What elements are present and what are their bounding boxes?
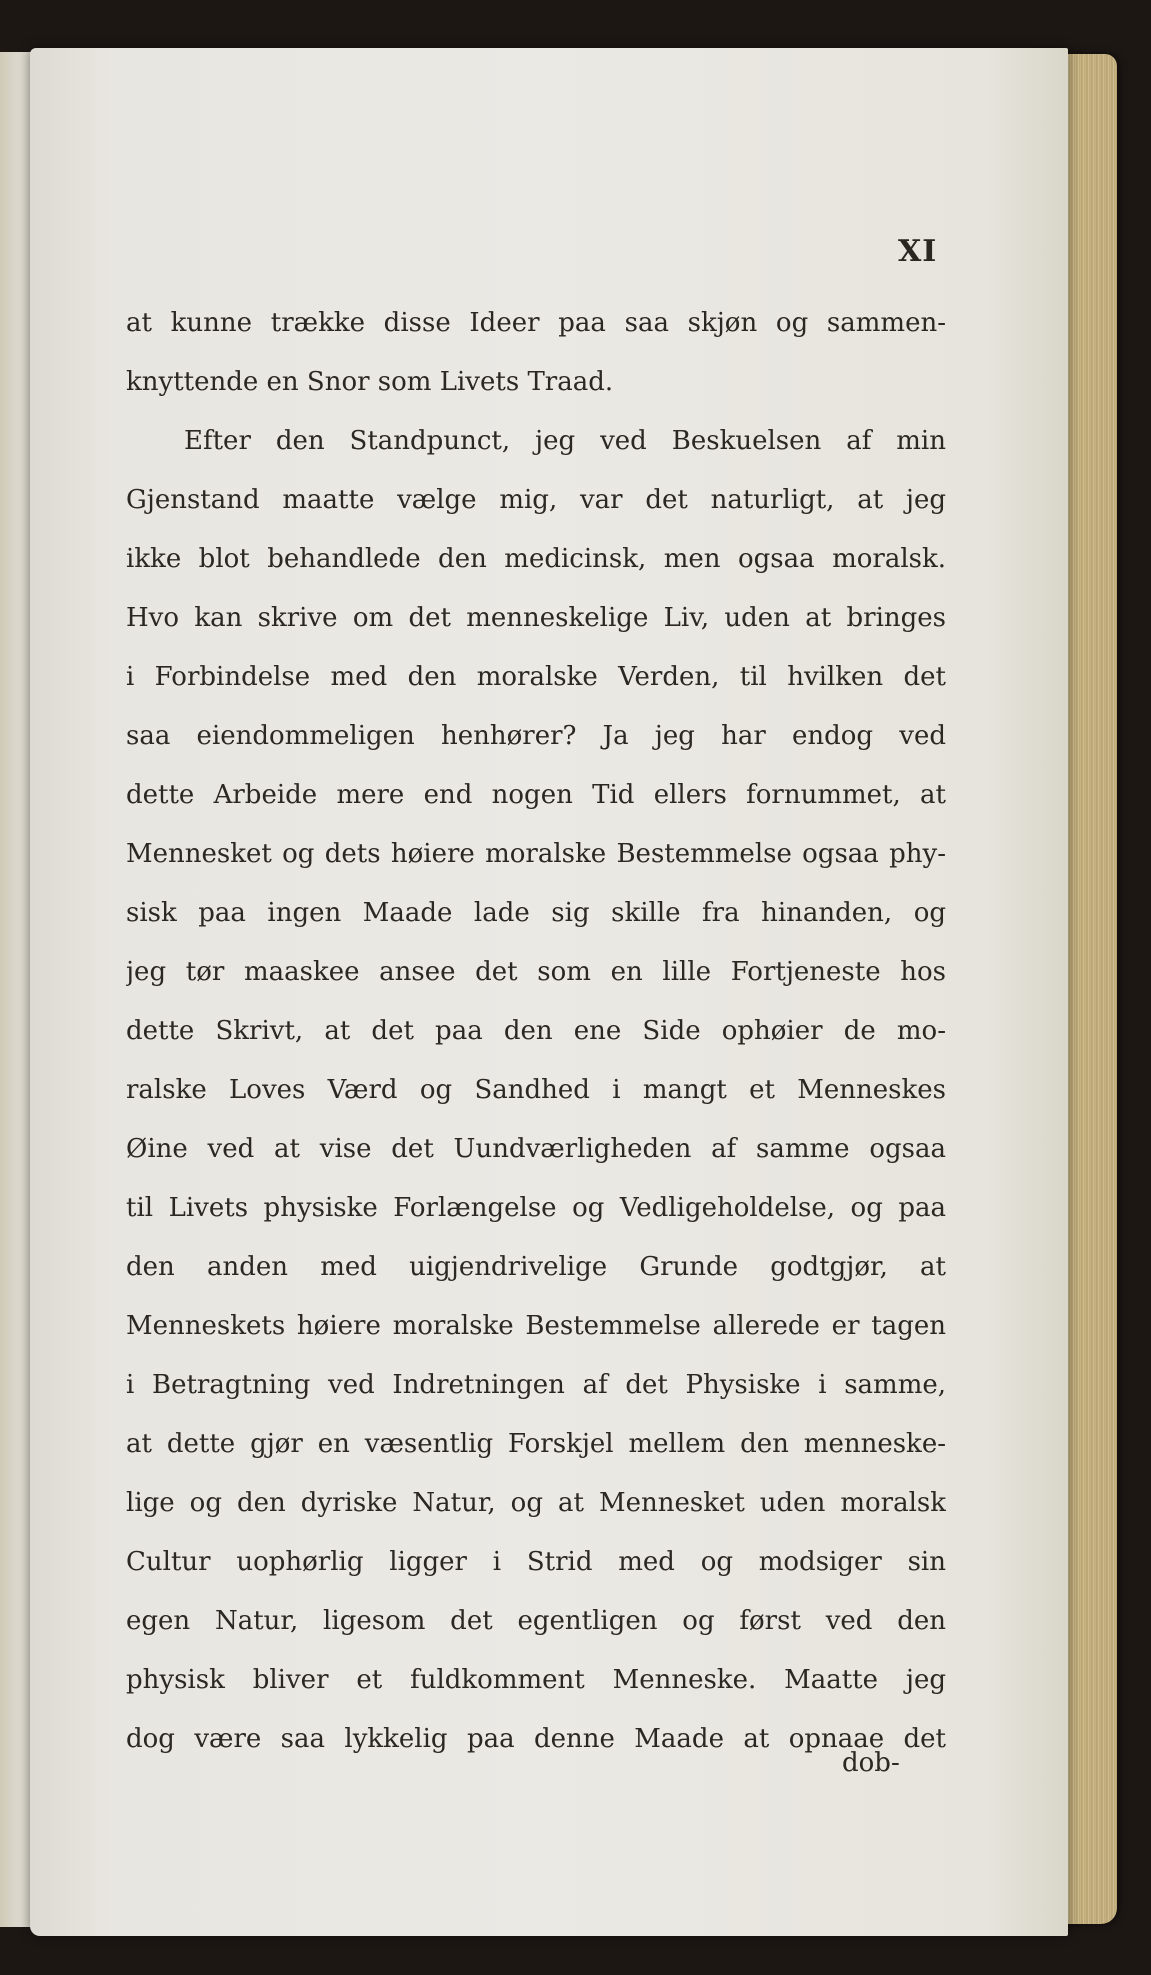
text-line: saa eiendommeligen henhører? Ja jeg har endog ved <box>126 721 946 751</box>
left-page-edge <box>0 52 34 1927</box>
text-line: dette Arbeide mere end nogen Tid ellers fornummet, at <box>126 780 946 810</box>
text-line: sisk paa ingen Maade lade sig skille fra hinanden, og <box>126 898 946 928</box>
text-line: den anden med uigjendrivelige Grunde godtgjør, at <box>126 1252 946 1282</box>
page-number: XI <box>898 234 938 269</box>
text-line: dog være saa lykkelig paa denne Maade at opnaae det <box>126 1724 946 1754</box>
catchword: dob- <box>842 1748 900 1778</box>
text-line: Menneskets høiere moralske Bestemmelse allerede er tagen <box>126 1311 946 1341</box>
text-line: Mennesket og dets høiere moralske Bestemmelse ogsaa phy- <box>126 839 946 869</box>
text-line: Cultur uophørlig ligger i Strid med og modsiger sin <box>126 1547 946 1577</box>
text-line: lige og den dyriske Natur, og at Mennesket uden moralsk <box>126 1488 946 1518</box>
text-line: dette Skrivt, at det paa den ene Side ophøier de mo- <box>126 1016 946 1046</box>
text-line: knyttende en Snor som Livets Traad. <box>126 367 614 397</box>
text-line: Øine ved at vise det Uundværligheden af samme ogsaa <box>126 1134 946 1164</box>
text-line: physisk bliver et fuldkomment Menneske. Maatte jeg <box>126 1665 946 1695</box>
text-line: i Forbindelse med den moralske Verden, til hvilken det <box>126 662 946 692</box>
book-page <box>30 48 1068 1936</box>
body-text <box>126 300 946 1775</box>
text-line: at dette gjør en væsentlig Forskjel mellem den menneske- <box>126 1429 946 1459</box>
text-line: i Betragtning ved Indretningen af det Physiske i samme, <box>126 1370 946 1400</box>
text-line: egen Natur, ligesom det egentligen og først ved den <box>126 1606 946 1636</box>
text-line: jeg tør maaskee ansee det som en lille Fortjeneste hos <box>126 957 946 987</box>
text-line: ikke blot behandlede den medicinsk, men ogsaa moralsk. <box>126 544 946 574</box>
text-line: Gjenstand maatte vælge mig, var det naturligt, at jeg <box>126 485 946 515</box>
text-line: ralske Loves Værd og Sandhed i mangt et Menneskes <box>126 1075 946 1105</box>
text-line: Efter den Standpunct, jeg ved Beskuelsen af min <box>184 426 946 456</box>
text-line: Hvo kan skrive om det menneskelige Liv, uden at bringes <box>126 603 946 633</box>
text-line: at kunne trække disse Ideer paa saa skjøn og sammen- <box>126 308 946 338</box>
text-line: til Livets physiske Forlængelse og Vedligeholdelse, og paa <box>126 1193 946 1223</box>
